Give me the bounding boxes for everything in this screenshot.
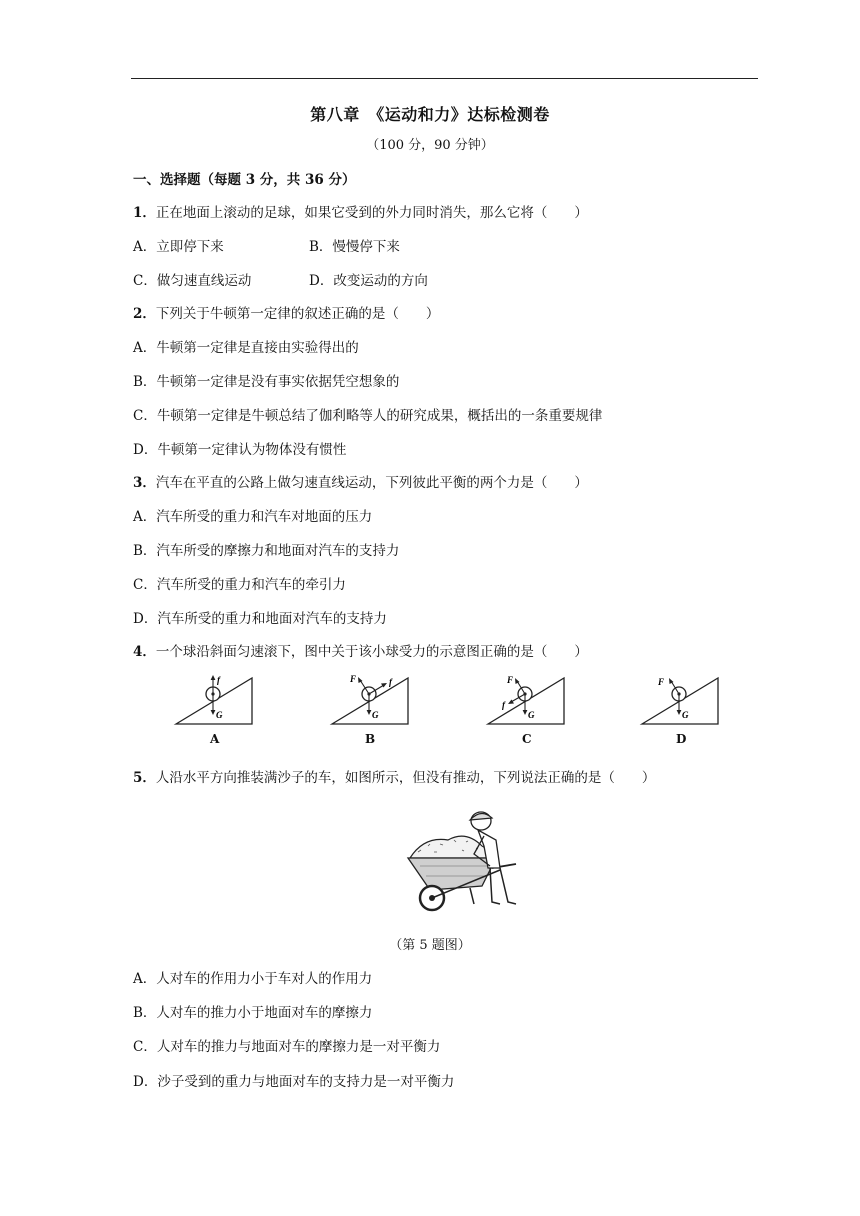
question-4: 4．一个球沿斜面匀速滚下，图中关于该小球受力的示意图正确的是（ ） <box>133 644 588 660</box>
question-5: 5．人沿水平方向推装满沙子的车，如图所示，但没有推动，下列说法正确的是（ ） <box>133 770 656 786</box>
question-2: 2．下列关于牛顿第一定律的叙述正确的是（ ） <box>133 306 440 322</box>
page-subtitle: （100 分，90 分钟） <box>366 138 494 153</box>
figure-label-b: B <box>365 732 376 746</box>
svg-text:f: f <box>502 700 505 710</box>
svg-text:F: F <box>350 674 357 684</box>
q5-option-b: B．人对车的推力小于地面对车的摩擦力 <box>133 1005 373 1021</box>
q3-option-d: D．汽车所受的重力和地面对汽车的支持力 <box>133 611 387 627</box>
page-title: 第八章 《运动和力》达标检测卷 <box>310 105 550 124</box>
q3-option-c: C．汽车所受的重力和汽车的牵引力 <box>133 577 346 593</box>
figure-label-a: A <box>210 732 220 746</box>
q1-option-a: A．立即停下来 <box>133 239 224 255</box>
q1-option-b: B．慢慢停下来 <box>309 239 400 255</box>
top-rule <box>131 78 758 79</box>
wheelbarrow-illustration <box>404 806 524 916</box>
q2-option-d: D．牛顿第一定律认为物体没有惯性 <box>133 442 347 458</box>
q5-option-a: A．人对车的作用力小于车对人的作用力 <box>133 971 373 987</box>
q2-option-c: C．牛顿第一定律是牛顿总结了伽利略等人的研究成果，概括出的一条重要规律 <box>133 408 603 424</box>
q5-option-d: D．沙子受到的重力与地面对车的支持力是一对平衡力 <box>133 1074 455 1090</box>
q5-option-c: C．人对车的推力与地面对车的摩擦力是一对平衡力 <box>133 1039 441 1055</box>
q2-option-b: B．牛顿第一定律是没有事实依据凭空想象的 <box>133 374 400 390</box>
figure-label-c: C <box>522 732 532 746</box>
incline-figure-b <box>328 672 414 728</box>
svg-text:F: F <box>507 675 514 685</box>
svg-text:F: F <box>658 677 665 687</box>
question-1: 1．正在地面上滚动的足球，如果它受到的外力同时消失，那么它将（ ） <box>133 205 588 221</box>
q1-option-d: D．改变运动的方向 <box>309 273 428 289</box>
svg-text:G: G <box>528 710 535 720</box>
q3-option-b: B．汽车所受的摩擦力和地面对汽车的支持力 <box>133 543 400 559</box>
q3-option-a: A．汽车所受的重力和汽车对地面的压力 <box>133 509 373 525</box>
q1-option-c: C．做匀速直线运动 <box>133 273 252 289</box>
section-heading: 一、选择题（每题 3 分，共 36 分） <box>133 172 356 188</box>
svg-text:f: f <box>389 677 392 687</box>
incline-figure-c <box>484 672 570 728</box>
q2-option-a: A．牛顿第一定律是直接由实验得出的 <box>133 340 359 356</box>
svg-text:G: G <box>682 710 689 720</box>
figure-caption: （第 5 题图） <box>389 938 471 953</box>
svg-text:f: f <box>217 675 220 685</box>
svg-text:G: G <box>216 710 223 720</box>
incline-figure-d <box>638 672 724 728</box>
figure-label-d: D <box>676 732 687 746</box>
question-3: 3．汽车在平直的公路上做匀速直线运动，下列彼此平衡的两个力是（ ） <box>133 475 588 491</box>
incline-figure-a <box>172 672 258 728</box>
svg-text:G: G <box>372 710 379 720</box>
